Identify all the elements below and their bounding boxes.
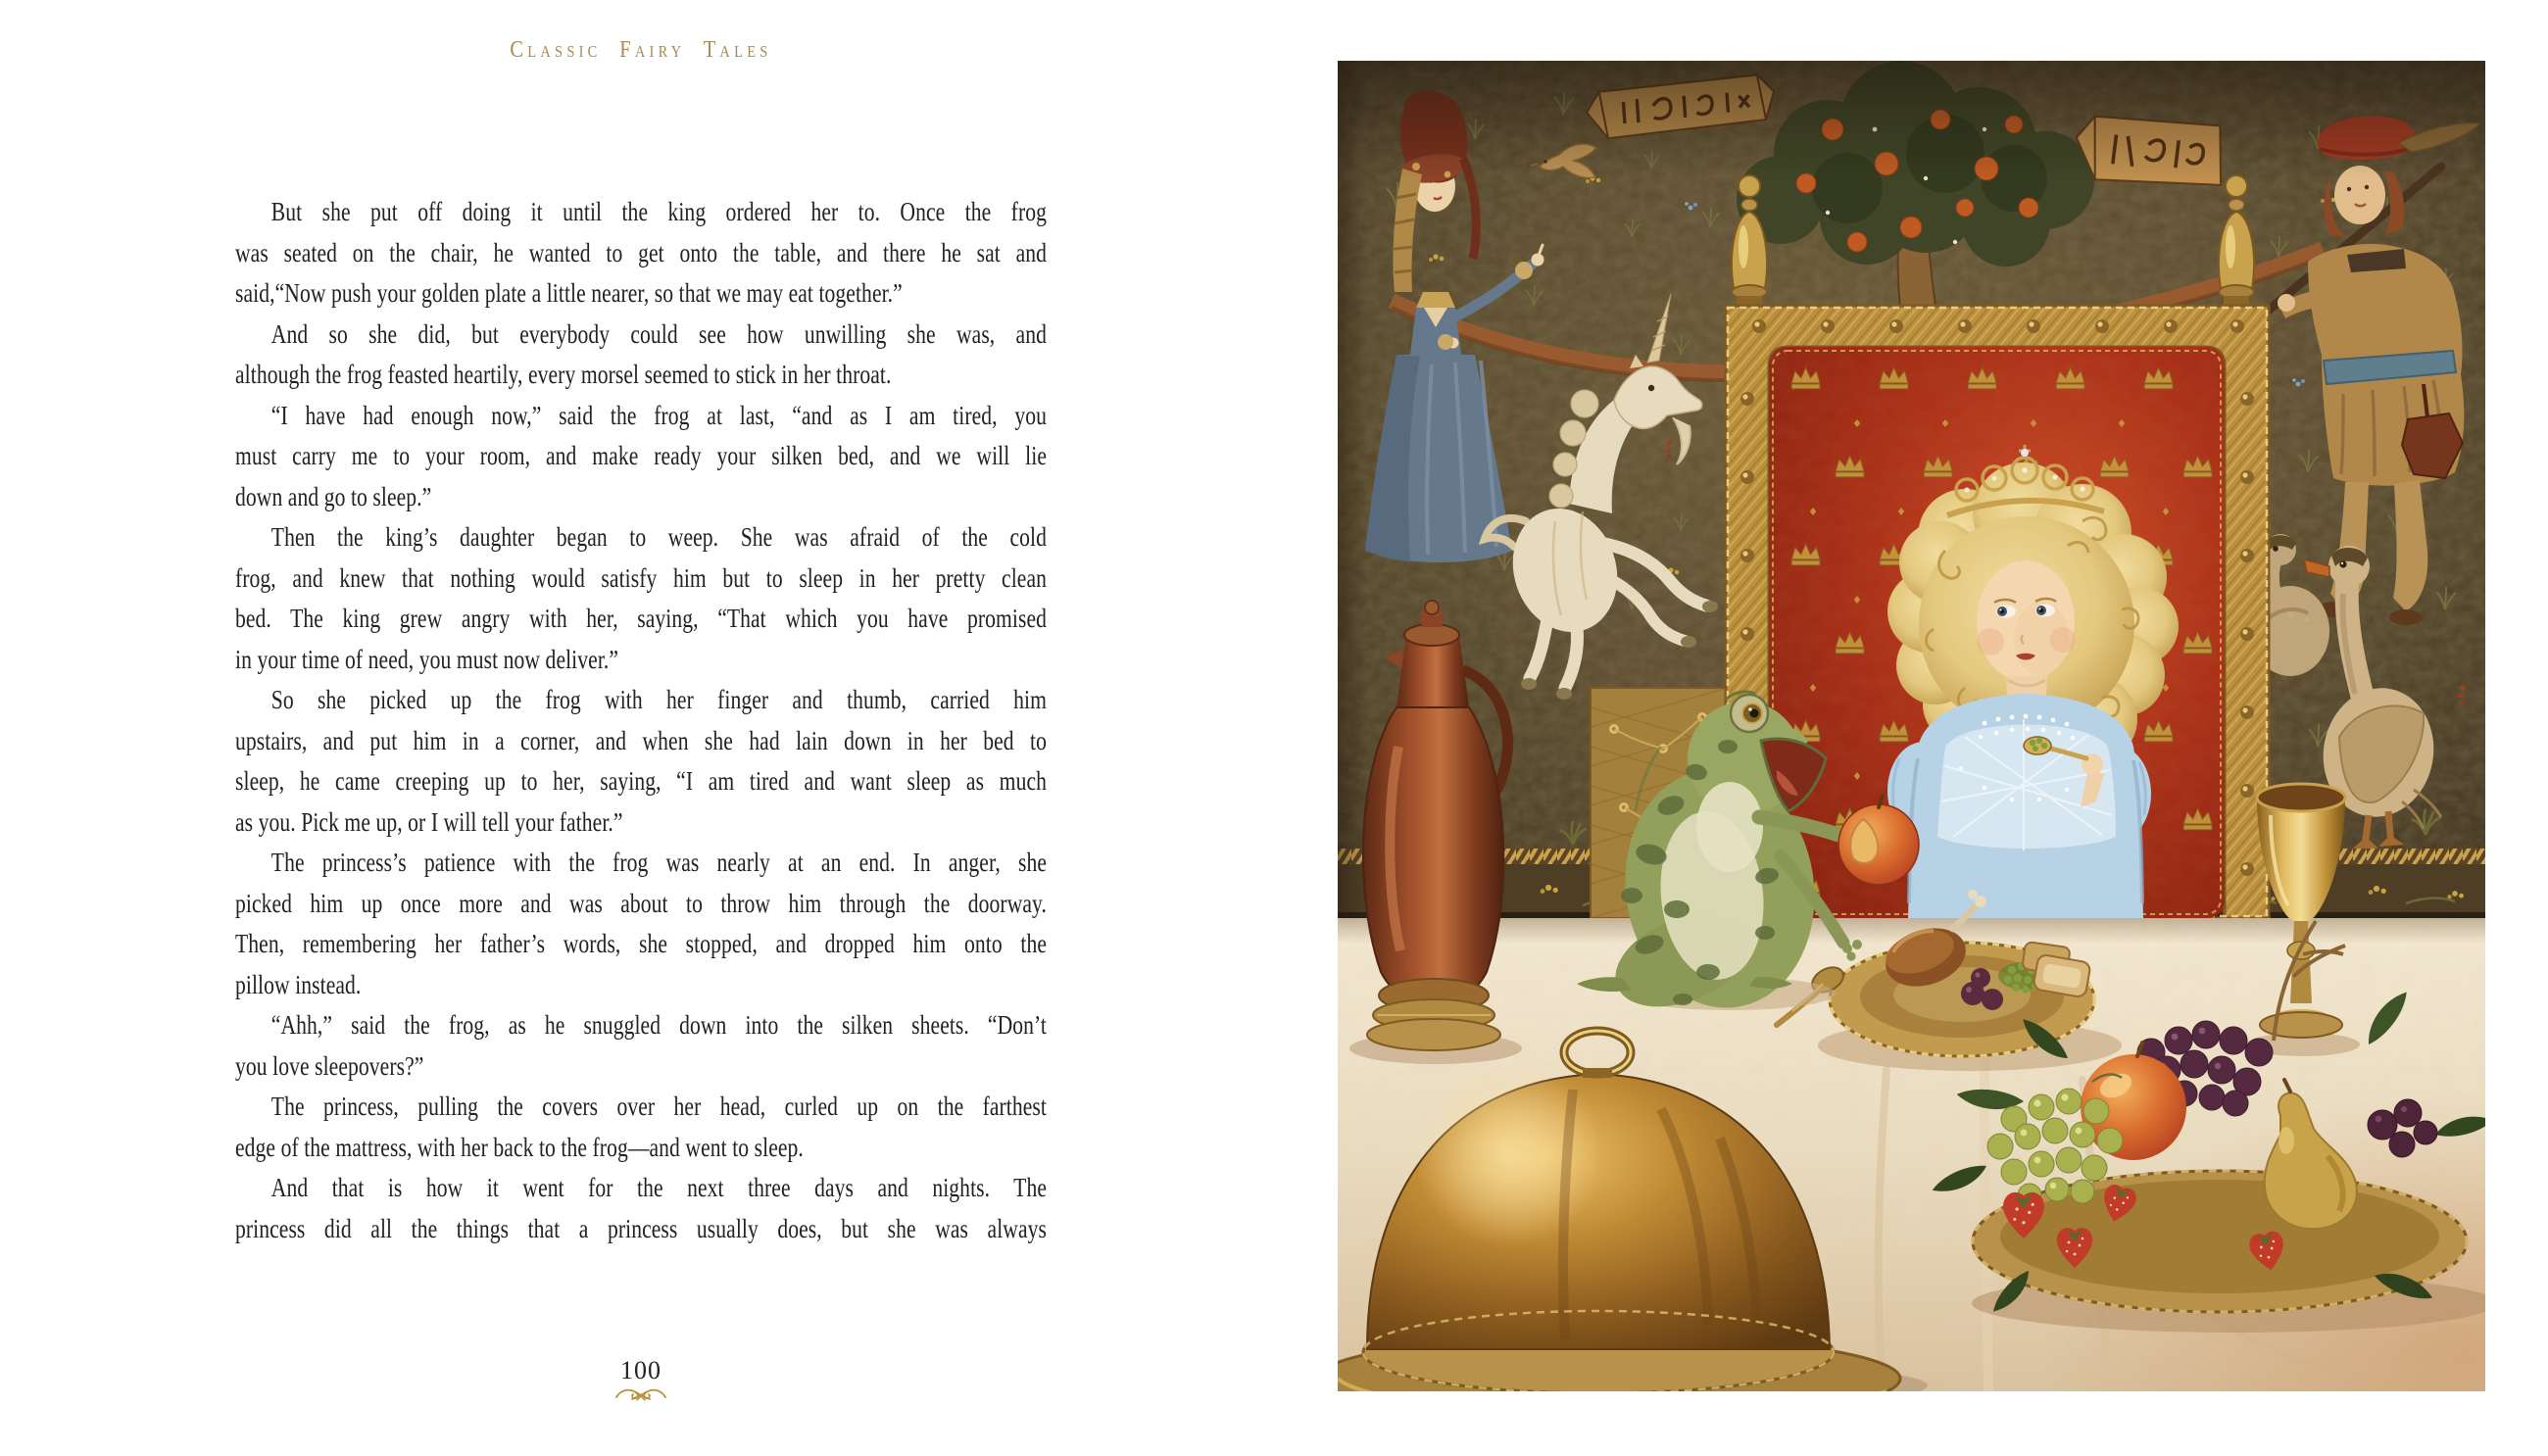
- page-number: 100: [620, 1356, 662, 1384]
- text-line: The princess, pulling the covers over her head, curled up on the farthest: [270, 1092, 1047, 1121]
- frog-prince-illustration: [1338, 61, 2485, 1391]
- text-line: although the frog feasted heartily, every morsel seemed to stick in her throat.: [235, 360, 892, 389]
- running-header: Classic Fairy Tales: [510, 37, 772, 63]
- text-line: was seated on the chair, he wanted to get onto the table, and there he sat and: [235, 237, 1047, 267]
- text-line: Then, remembering her father’s words, she stopped, and dropped him onto the: [235, 929, 1047, 958]
- text-line: sleep, he came creeping up to her, saying, “I am tired and want sleep as much: [235, 766, 1047, 796]
- right-page: [1274, 0, 2548, 1456]
- text-line: in your time of need, you must now deliver.”: [235, 644, 619, 674]
- page-footer: [235, 1356, 1047, 1403]
- text-line: bed. The king grew angry with her, saying, “That which you have promised: [235, 604, 1047, 633]
- text-line: The princess’s patience with the frog was nearly at an end. In anger, she: [270, 848, 1047, 877]
- text-line: So she picked up the frog with her finger and thumb, carried him: [270, 685, 1047, 714]
- text-line: edge of the mattress, with her back to the frog—and went to sleep.: [235, 1132, 804, 1162]
- text-line: picked him up once more and was about to throw him through the doorway.: [235, 888, 1047, 918]
- text-line: upstairs, and put him in a corner, and when she had lain down in her bed to: [235, 725, 1047, 755]
- frog-eye: [1731, 695, 1768, 732]
- text-line: pillow instead.: [235, 969, 362, 999]
- text-line: you love sleepovers?”: [235, 1050, 424, 1081]
- text-line: But she put off doing it until the king ordered her to. Once the frog: [270, 197, 1047, 226]
- flourish-ornament: [614, 1387, 667, 1403]
- text-line: And that is how it went for the next three days and nights. The: [270, 1173, 1047, 1202]
- text-line: “Ahh,” said the frog, as he snuggled down into the silken sheets. “Don’t: [270, 1010, 1047, 1040]
- text-line: And so she did, but everybody could see how unwilling she was, and: [270, 318, 1047, 349]
- text-line: must carry me to your room, and make ready your silken bed, and we will lie: [235, 441, 1047, 470]
- text-line: as you. Pick me up, or I will tell your father.”: [235, 806, 623, 837]
- text-line: “I have had enough now,” said the frog at last, “and as I am tired, you: [270, 400, 1047, 430]
- body-text: [235, 192, 1047, 1249]
- text-line: down and go to sleep.”: [235, 481, 432, 511]
- text-line: said,“Now push your golden plate a little nearer, so that we may eat together.”: [235, 278, 903, 308]
- text-line: princess did all the things that a princess usually does, but she was always: [235, 1213, 1047, 1243]
- text-line: Then the king’s daughter began to weep. She was afraid of the cold: [270, 522, 1047, 552]
- text-line: frog, and knew that nothing would satisfy him but to sleep in her pretty clean: [235, 562, 1047, 593]
